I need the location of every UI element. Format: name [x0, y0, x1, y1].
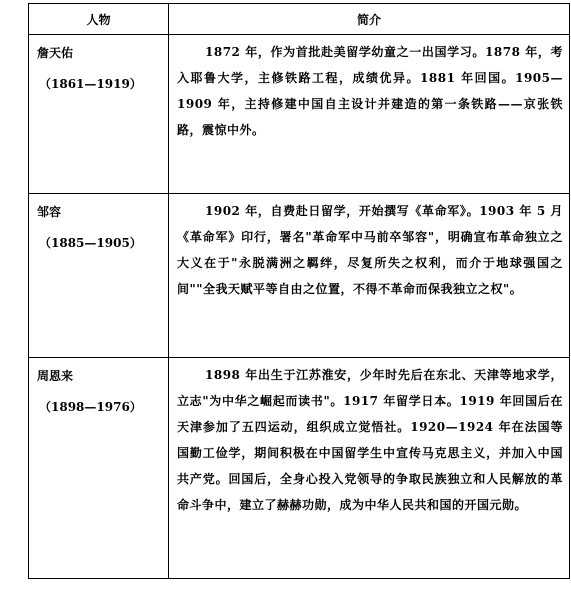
person-years: （1885—1905） — [39, 236, 142, 250]
header-intro: 简介 — [169, 4, 570, 35]
person-name: 周恩来 — [37, 369, 74, 383]
person-cell — [29, 358, 169, 579]
biography-table — [28, 3, 570, 579]
person-years: （1861—1919） — [39, 77, 142, 91]
table-row — [29, 358, 570, 579]
person-years: （1898—1976） — [39, 400, 142, 414]
intro-text: 1872 年，作为首批赴美留学幼童之一出国学习。1878 年，考入耶鲁大学，主修铁路工程，成绩优异。1881 年回国。1905—1909 年，主持修建中国自主设计并建造的第一条铁路——京张铁路，震惊中外。 — [177, 45, 563, 137]
table-row — [29, 35, 570, 194]
intro-cell — [169, 358, 570, 579]
intro-text: 1902 年，自费赴日留学，开始撰写《革命军》。1903 年 5 月《革命军》印行，署名"革命军中马前卒邹容"，明确宣布革命独立之大义在于"永脱满洲之羁绊，尽复所失之权利，而介于地球强国之间""全我天赋平等自由之位置，不得不革命而保我独立之权"。 — [177, 204, 563, 296]
table-row — [29, 194, 570, 358]
intro-text: 1898 年出生于江苏淮安，少年时先后在东北、天津等地求学，立志"为中华之崛起而读书"。1917 年留学日本。1919 年回国后在天津参加了五四运动，组织成立觉悟社。1920—1924 年在法国等国勤工俭学，期间积极在中国留学生中宣传马克思主义，并加入中国共产党。回国后，全身心投入党领导的争取民族独立和人民解放的革命斗争中，建立了赫赫功勋，成为中华人民共和国的开国元勋。 — [177, 368, 563, 512]
header-person: 人物 — [29, 4, 169, 35]
intro-cell — [169, 35, 570, 194]
table-header-row — [29, 4, 570, 35]
person-name: 邹容 — [37, 205, 62, 219]
person-cell — [29, 194, 169, 358]
intro-cell — [169, 194, 570, 358]
person-name: 詹天佑 — [37, 46, 74, 60]
person-cell — [29, 35, 169, 194]
